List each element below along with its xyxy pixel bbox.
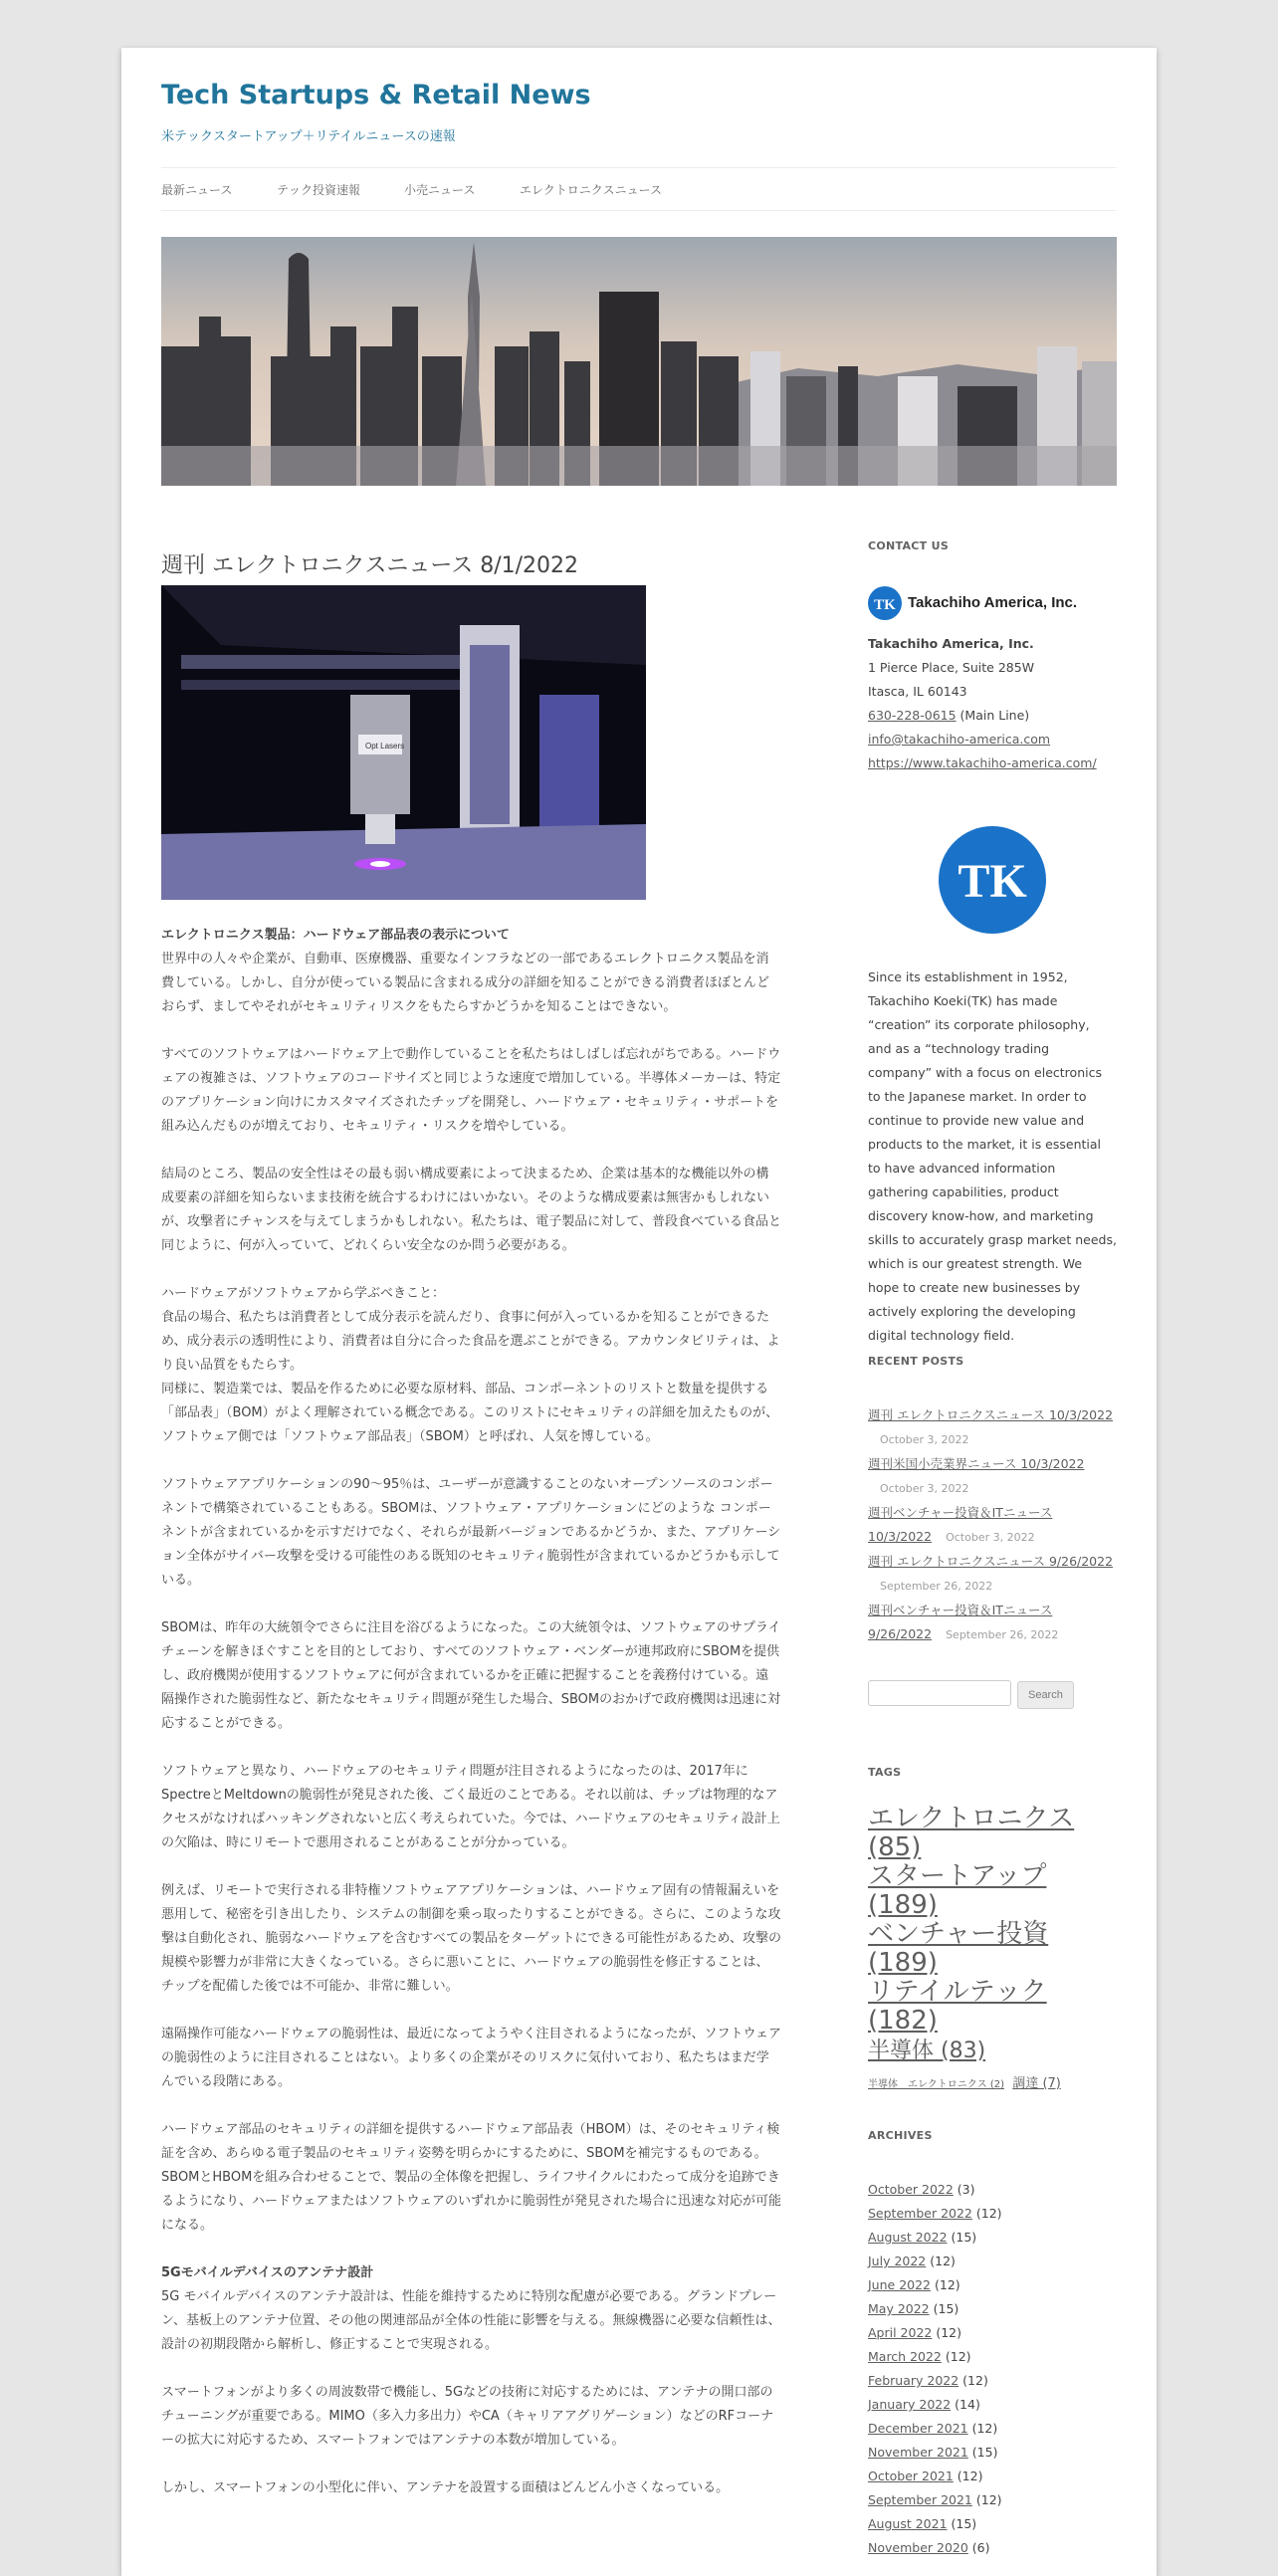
search-input[interactable] — [868, 1680, 1011, 1706]
page-container — [121, 48, 1157, 2576]
recent-post-link[interactable]: 週刊米国小売業界ニュース 10/3/2022 — [868, 1456, 1085, 1471]
phone-link[interactable]: 630-228-0615 — [868, 708, 957, 723]
archive-link[interactable]: September 2022 — [868, 2206, 972, 2221]
archive-count: (3) — [957, 2182, 975, 2197]
post-paragraph: ソフトウェアと異なり、ハードウェアのセキュリティ問題が注目されるようになったのは、2017年にSpectreとMeltdownの脆弱性が発見された後、ごく最近のことである。それ以前は、チップは物理的なアクセスがなければハッキングされないと広く考えられていた。今では、ハードウェアのセキュリティ設計上の欠陥は、時にリモートで悪用されることがあることが分かっている。 — [161, 1764, 780, 1850]
tags-widget — [868, 1766, 1117, 2094]
contact-widget-title: CONTACT US — [868, 539, 950, 552]
site-description: 米テックスタートアップ＋リテイルニュースの速報 — [161, 129, 456, 144]
header-image — [161, 237, 1117, 486]
laser-brand-label: Opt Lasers — [365, 742, 405, 751]
archive-item — [868, 2393, 1117, 2417]
archive-count: (15) — [951, 2230, 977, 2245]
post-content — [161, 924, 781, 2524]
search-button[interactable]: Search — [1017, 1681, 1074, 1709]
archive-count: (12) — [945, 2349, 971, 2364]
company-name: Takachiho America, Inc. — [868, 636, 1034, 651]
archive-link[interactable]: September 2021 — [868, 2492, 972, 2507]
post-paragraph: 例えば、リモートで実行される非特権ソフトウェアアプリケーションは、ハードウェア固有の情報漏えいを悪用して、秘密を引き出したり、システムの制御を乗っ取ったりすることができる。さらに、このような攻撃は自動化され、脆弱なハードウェアを含むすべての製品をターゲットにできる可能性があるため、攻撃の規模や影響力が非常に大きくなっている。さらに悪いことに、ハードウェアの脆弱性を修正することは、チップを配備した後では不可能か、非常に難しい。 — [161, 1883, 781, 1994]
tag-link[interactable]: リテイルテック (182) — [868, 1977, 1047, 2036]
archive-count: (12) — [935, 2277, 960, 2292]
archive-item — [868, 2297, 1117, 2321]
archive-link[interactable]: April 2022 — [868, 2325, 933, 2340]
archive-count: (12) — [975, 2206, 1002, 2221]
archive-count: (15) — [951, 2516, 977, 2531]
email-link[interactable]: info@takachiho-america.com — [868, 732, 1051, 747]
post-featured-image — [161, 585, 646, 900]
archive-link[interactable]: January 2022 — [868, 2397, 952, 2412]
recent-post-item — [868, 1403, 1117, 1452]
svg-text:TK: TK — [874, 597, 896, 613]
main-navigation — [161, 167, 1117, 211]
recent-post-link[interactable]: 週刊ベンチャー投資＆ITニュース 10/3/2022 — [868, 1505, 1053, 1544]
archive-item — [868, 2226, 1117, 2250]
archive-count: (15) — [971, 2445, 998, 2460]
archive-item — [868, 2417, 1117, 2441]
recent-posts-widget — [868, 1350, 1117, 1647]
post-paragraph: すべてのソフトウェアはハードウェア上で動作していることを私たちはしばしば忘れがちである。ハードウェアの複雑さは、ソフトウェアのコードサイズと同じような速度で増加している。半導体メーカーは、特定のアプリケーション向けにカスタマイズされたチップを開発し、ハードウェア・セキュリティ・サポートを組み込んだものが増えており、セキュリティ・リスクを増やしている。 — [161, 1047, 781, 1134]
archive-item — [868, 2441, 1117, 2465]
archive-link[interactable]: July 2022 — [868, 2254, 927, 2268]
archive-link[interactable]: June 2022 — [868, 2277, 932, 2292]
nav-item-retail-news[interactable]: 小売ニュース — [404, 183, 476, 197]
post-paragraph: SBOMは、昨年の大統領令でさらに注目を浴びるようになった。この大統領令は、ソフトウェアのサプライチェーンを解きほぐすことを目的としており、すべてのソフトウェア・ベンダーが連邦政府にSBOMを提供し、政府機関が使用するソフトウェアに何が含まれているかを正確に把握することを義務付けている。遠隔操作された脆弱性など、新たなセキュリティ問題が発生した場合、SBOMのおかげで政府機関は迅速に対応することができる。 — [161, 1620, 781, 1731]
recent-post-item — [868, 1550, 1117, 1599]
recent-post-link[interactable]: 週刊ベンチャー投資＆ITニュース 9/26/2022 — [868, 1603, 1053, 1641]
archive-link[interactable]: October 2021 — [868, 2469, 954, 2483]
archive-count: (12) — [962, 2373, 988, 2388]
post-paragraph: 5Gモバイルデバイスのアンテナ設計 5G モバイルデバイスのアンテナ設計は、性能を維持するために特別な配慮が必要である。グランドプレーン、基板上のアンテナ位置、その他の関連部品が全体の性能に影響を与える。無線機器に必要な信頼性は、設計の初期段階から解析し、修正することで実現される。 — [161, 2265, 781, 2352]
recent-post-date: September 26, 2022 — [946, 1628, 1059, 1641]
phone-note: (Main Line) — [959, 708, 1030, 723]
nav-item-tech-investment[interactable]: テック投資速報 — [277, 183, 361, 197]
svg-text:TK: TK — [958, 855, 1027, 908]
archives-title: ARCHIVES — [868, 2129, 933, 2142]
archives-widget — [868, 2124, 1117, 2560]
post-paragraph: 遠隔操作可能なハードウェアの脆弱性は、最近になってようやく注目されるようになったが、ソフトウェアの脆弱性のように注目されることはない。より多くの企業がそのリスクに気付いており、私たちはまだ学んでいる段階にある。 — [161, 2027, 781, 2089]
tag-link[interactable]: 調達 (7) — [1012, 2076, 1061, 2091]
archive-link[interactable]: October 2022 — [868, 2182, 954, 2197]
archive-count: (12) — [936, 2325, 962, 2340]
contact-widget — [868, 539, 1117, 1348]
address-line-2: Itasca, IL 60143 — [868, 684, 967, 699]
recent-post-item — [868, 1599, 1117, 1647]
archive-link[interactable]: May 2022 — [868, 2301, 930, 2316]
archive-item — [868, 2465, 1117, 2488]
recent-posts-title: RECENT POSTS — [868, 1355, 964, 1368]
recent-post-date: October 3, 2022 — [880, 1482, 969, 1495]
website-link[interactable]: https://www.takachiho-america.com/ — [868, 755, 1097, 770]
tag-link[interactable]: 半導体 (83) — [868, 2039, 986, 2063]
post-paragraph: ソフトウェアアプリケーションの90～95％は、ユーザーが意識することのないオープンソースのコンポーネントで構築されていることもある。SBOMは、ソフトウェア・アプリケーションにどのような コンポーネントが含まれているかを示すだけでなく、それらが最新バージョンであるかどうか、また、アプリケーション全体がサイバー攻撃を受ける可能性のある既知のセキュリティ脆弱性が含まれているかどうかも示している。 — [161, 1477, 781, 1588]
archive-link[interactable]: November 2021 — [868, 2445, 968, 2460]
tk-emblem-icon — [868, 825, 1117, 938]
recent-post-link[interactable]: 週刊 エレクトロニクスニュース 9/26/2022 — [868, 1554, 1114, 1569]
company-about-text: Since its establishment in 1952, Takachiho Koeki(TK) has made “creation” its corporate philosophy, and as a “technology trading company” with a focus on electronics to the Japanese market. In order to continue to provide new value and products to the market, it is essential to have advanced information gathering capabilities, product discovery know-how, and marketing skills to accurately grasp market needs, which is our greatest strength. We hope to create new businesses by actively exploring the developing digital technology field. — [868, 969, 1117, 1343]
post-paragraph: スマートフォンがより多くの周波数帯で機能し、5Gなどの技術に対応するためには、アンテナの開口部のチューニングが重要である。MIMO（多入力多出力）やCA（キャリアアグリゲーション）などのRFコーナーの拡大に対応するため、スマートフォンではアンテナの本数が増加している。 — [161, 2385, 774, 2448]
recent-post-date: October 3, 2022 — [946, 1531, 1035, 1544]
archive-item — [868, 2178, 1117, 2202]
tags-title: TAGS — [868, 1766, 902, 1779]
archive-item — [868, 2345, 1117, 2369]
address-line-1: 1 Pierce Place, Suite 285W — [868, 660, 1035, 675]
archive-item — [868, 2202, 1117, 2226]
company-logo — [868, 586, 1117, 620]
archive-count: (12) — [930, 2254, 956, 2268]
recent-post-date: September 26, 2022 — [880, 1580, 993, 1593]
logo-text: Takachiho America, Inc. — [908, 594, 1078, 611]
search-widget — [868, 1680, 1117, 1709]
archive-link[interactable]: November 2020 — [868, 2540, 968, 2555]
archive-count: (12) — [971, 2421, 998, 2436]
archive-count: (12) — [957, 2469, 983, 2483]
recent-post-link[interactable]: 週刊 エレクトロニクスニュース 10/3/2022 — [868, 1407, 1114, 1422]
tag-link[interactable]: ベンチャー投資 (189) — [868, 1919, 1049, 1978]
site-title[interactable]: Tech Startups & Retail News — [161, 80, 591, 110]
recent-post-date: October 3, 2022 — [880, 1433, 969, 1446]
archive-link[interactable]: February 2022 — [868, 2373, 959, 2388]
archive-link[interactable]: August 2022 — [868, 2230, 948, 2245]
archive-item — [868, 2369, 1117, 2393]
archive-link[interactable]: March 2022 — [868, 2349, 942, 2364]
nav-item-latest-news[interactable]: 最新ニュース — [161, 183, 233, 197]
post-paragraph: ハードウェア部品のセキュリティの詳細を提供するハードウェア部品表（HBOM）は、そのセキュリティ検証を含め、あらゆる電子製品のセキュリティ姿勢を明らかにするために、SBOMを補完するものである。SBOMとHBOMを組み合わせることで、製品の全体像を把握し、ライフサイクルにわたって成分を追跡できるようになり、ハードウェアまたはソフトウェアのいずれかに脆弱性が発見された場合に迅速な対応が可能になる。 — [161, 2122, 781, 2233]
post-title[interactable]: 週刊 エレクトロニクスニュース 8/1/2022 — [161, 552, 579, 578]
recent-post-item — [868, 1501, 1117, 1550]
archive-item — [868, 2321, 1117, 2345]
archive-count: (15) — [933, 2301, 959, 2316]
tag-link[interactable]: 半導体 エレクトロニクス (2) — [868, 2079, 1005, 2090]
archive-item — [868, 2512, 1117, 2536]
post-paragraph: エレクトロニクス製品：ハードウェア部品表の表示について 世界中の人々や企業が、自動車、医療機器、重要なインフラなどの一部であるエレクトロニクス製品を消費している。しかし、自分が使っている製品に含まれる成分の詳細を知ることができる消費者ほぼとんどおらず、ましてやそれがセキュリティリスクをもたらすかどうかを知ることはできない。 — [161, 928, 770, 1014]
archive-item — [868, 2250, 1117, 2273]
archive-item — [868, 2488, 1117, 2512]
archive-link[interactable]: December 2021 — [868, 2421, 968, 2436]
post-paragraph: ハードウェアがソフトウェアから学ぶべきこと： 食品の場合、私たちは消費者として成分表示を読んだり、食事に何が入っているかを知ることができるため、成分表示の透明性により、消費者は自分に合った食品を選ぶことができる。アカウンタビリティは、より良い品質をもたらす。 同様に、製造業では、製品を作るために必要な原材料、部品、コンポーネントのリストと数量を提供する「部品表」（BOM）がよく理解されている概念である。このリストにセキュリティの詳細を加えたものが、ソフトウェア側では「ソフトウェア部品表」（SBOM）と呼ばれ、人気を博している。 — [161, 1286, 780, 1444]
archive-count: (12) — [975, 2492, 1002, 2507]
post-paragraph: しかし、スマートフォンの小型化に伴い、アンテナを設置する面積はどんどん小さくなっている。 — [161, 2480, 730, 2495]
recent-post-item — [868, 1452, 1117, 1501]
archive-count: (14) — [955, 2397, 980, 2412]
archive-item — [868, 2536, 1117, 2560]
tag-link[interactable]: スタートアップ (189) — [868, 1861, 1047, 1920]
tag-link[interactable]: エレクトロニクス (85) — [868, 1804, 1075, 1862]
archive-link[interactable]: August 2021 — [868, 2516, 948, 2531]
archive-count: (6) — [971, 2540, 990, 2555]
archive-item — [868, 2273, 1117, 2297]
post-paragraph: 結局のところ、製品の安全性はその最も弱い構成要素によって決まるため、企業は基本的な機能以外の構成要素の詳細を知らないまま技術を統合するわけにはいかない。そのような構成要素は無害かもしれないが、攻撃者にチャンスを与えてしまうかもしれない。私たちは、電子製品に対して、普段食べている食品と同じように、何が入っていて、どれくらい安全なのか問う必要がある。 — [161, 1167, 781, 1253]
nav-item-electronics-news[interactable]: エレクトロニクスニュース — [520, 183, 663, 197]
